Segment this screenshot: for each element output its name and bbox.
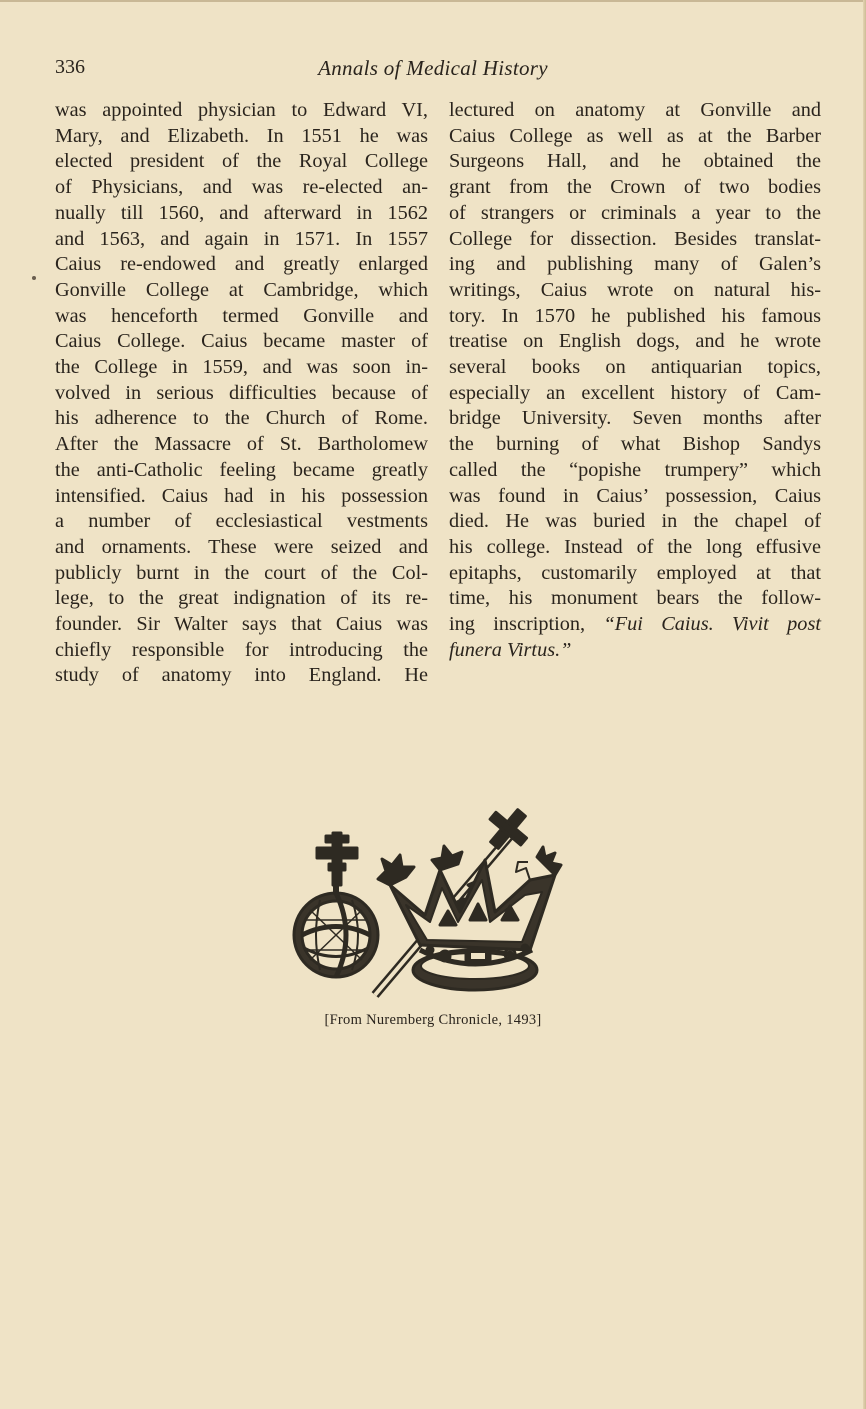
text-line: the burning of what Bishop Sandys: [449, 433, 821, 456]
text-line: study of anatomy into England. He: [55, 664, 428, 687]
page-number: 336: [55, 56, 85, 78]
text-line: Gonville College at Cambridge, which: [55, 278, 428, 301]
text-line: of strangers or criminals a year to the: [449, 201, 821, 224]
text-line: treatise on English dogs, and he wrote: [449, 330, 821, 353]
orb-icon: [294, 885, 378, 977]
running-title: Annals of Medical History: [318, 56, 548, 80]
orb-cross-icon: [317, 833, 357, 885]
text-line: intensified. Caius had in his possession: [55, 484, 428, 507]
inscription-line: [449, 612, 821, 638]
text-line: especially an excellent history of Cam-: [449, 381, 821, 404]
text-line: writings, Caius wrote on natural his-: [449, 278, 821, 301]
orb-and-crown-woodcut: [290, 800, 590, 1000]
text-line: and 1563, and again in 1571. In 1557: [55, 227, 428, 250]
text-line: tory. In 1570 he published his famous: [449, 304, 821, 327]
text-line: was found in Caius’ possession, Caius: [449, 484, 821, 507]
text-line: and ornaments. These were seized and: [55, 535, 428, 558]
text-line: Caius College. Caius became master of: [55, 330, 428, 353]
text-line: his adherence to the Church of Rome.: [55, 407, 428, 430]
margin-mark: [32, 276, 36, 280]
inscription-quote: “Fui Caius. Vivit post: [603, 613, 821, 636]
text-line: College for dissection. Besides translat-: [449, 227, 821, 250]
text-line: of Physicians, and was re-elected an-: [55, 176, 428, 199]
text-line: Caius College as well as at the Barber: [449, 124, 821, 147]
figure-caption: [From Nuremberg Chronicle, 1493]: [324, 1012, 542, 1028]
text-line: was henceforth termed Gonville and: [55, 304, 428, 327]
text-line: time, his monument bears the follow-: [449, 587, 821, 610]
text-line: his college. Instead of the long effusive: [449, 535, 821, 558]
text-line: volved in serious difficulties because of: [55, 381, 428, 404]
text-line: ing and publishing many of Galen’s: [449, 253, 821, 276]
text-line: called the “popishe trumpery” which: [449, 458, 821, 481]
text-line: lectured on anatomy at Gonville and: [449, 99, 821, 121]
text-line: publicly burnt in the court of the Col-: [55, 561, 428, 584]
text-line: several books on antiquarian topics,: [449, 356, 821, 379]
text-line: was appointed physician to Edward VI,: [55, 99, 428, 121]
text-line: bridge University. Seven months after: [449, 407, 821, 430]
text-line: died. He was buried in the chapel of: [449, 510, 821, 533]
text-line: the anti-Catholic feeling became greatly: [55, 458, 428, 481]
text-line: Surgeons Hall, and he obtained the: [449, 150, 821, 173]
text-line: epitaphs, customarily employed at that: [449, 561, 821, 584]
text-line: the College in 1559, and was soon in-: [55, 356, 428, 379]
right-column: [449, 98, 821, 663]
text-line: lege, to the great indignation of its re-: [55, 587, 428, 610]
text-line: founder. Sir Walter says that Caius was: [55, 613, 428, 636]
text-line: After the Massacre of St. Bartholomew: [55, 433, 428, 456]
text-line: grant from the Crown of two bodies: [449, 176, 821, 199]
page-top-edge: [0, 0, 866, 2]
inscription-end: funera Virtus.”: [449, 638, 572, 661]
left-column: [55, 98, 428, 689]
text-line: nually till 1560, and afterward in 1562: [55, 201, 428, 224]
text-line: elected president of the Royal College: [55, 150, 428, 173]
inscription-intro: ing inscription,: [449, 613, 604, 636]
text-line: chiefly responsible for introducing the: [55, 638, 428, 661]
text-line: Caius re-endowed and greatly enlarged: [55, 253, 428, 276]
crown-icon: [378, 846, 561, 990]
text-line: a number of ecclesiastical vestments: [55, 510, 428, 533]
text-line: Mary, and Elizabeth. In 1551 he was: [55, 124, 428, 147]
